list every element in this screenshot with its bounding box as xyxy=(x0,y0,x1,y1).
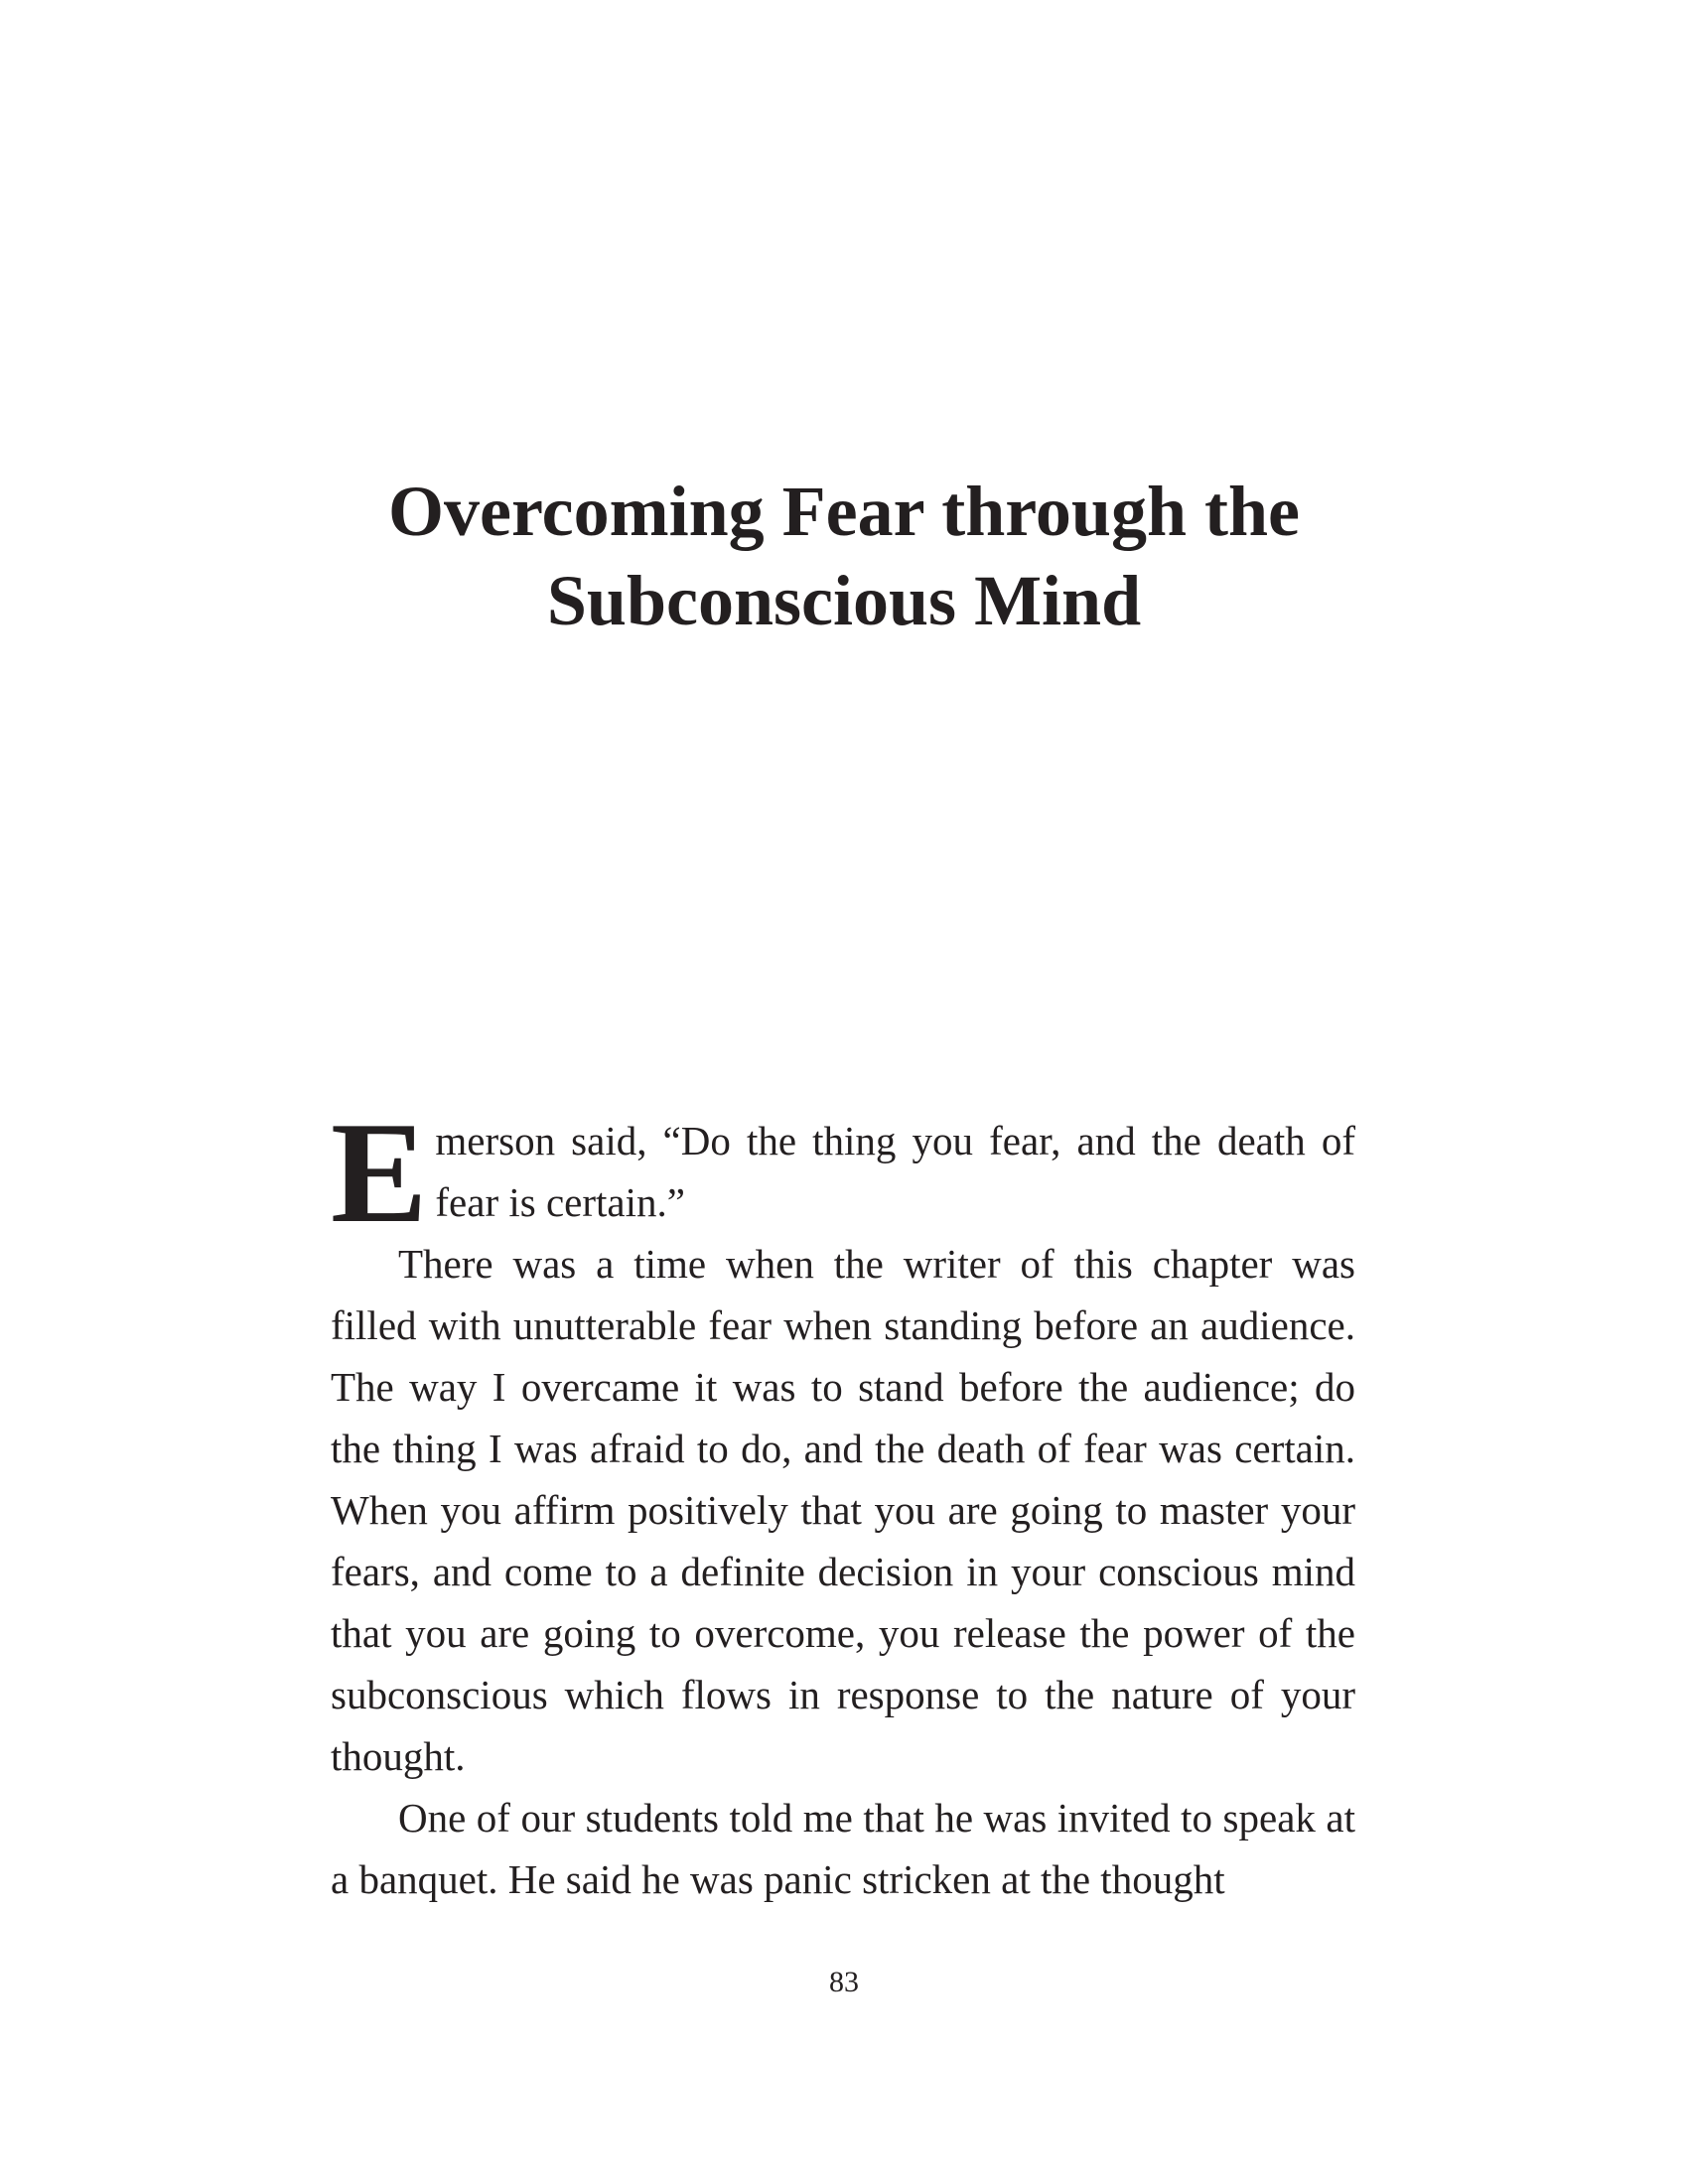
chapter-title-line-2: Subconscious Mind xyxy=(546,561,1142,640)
chapter-body xyxy=(331,1092,1355,1910)
chapter-title-line-1: Overcoming Fear through the xyxy=(388,472,1300,551)
drop-cap: E xyxy=(331,1092,428,1253)
paragraph-2: There was a time when the writer of this chapter was filled with unutterable fear when standing before an audience. The way I overcame it was to stand before the audience; do the thing I was afraid to do, and the death of fear was certain. When you affirm positively that you are going to master your fears, and come to a definite decision in your conscious mind that you are going to overcome, you release the power of the subconscious which flows in response to the nature of your thought. xyxy=(331,1241,1355,1779)
paragraph-1 xyxy=(331,1092,1355,1253)
paragraph-3: One of our students told me that he was invited to speak at a banquet. He said he was panic stricken at the thought xyxy=(331,1795,1355,1902)
chapter-title xyxy=(0,467,1688,645)
paragraph-1-text: merson said, “Do the thing you fear, and the death of fear is certain.” xyxy=(435,1118,1355,1225)
page-number: 83 xyxy=(829,1966,859,1998)
